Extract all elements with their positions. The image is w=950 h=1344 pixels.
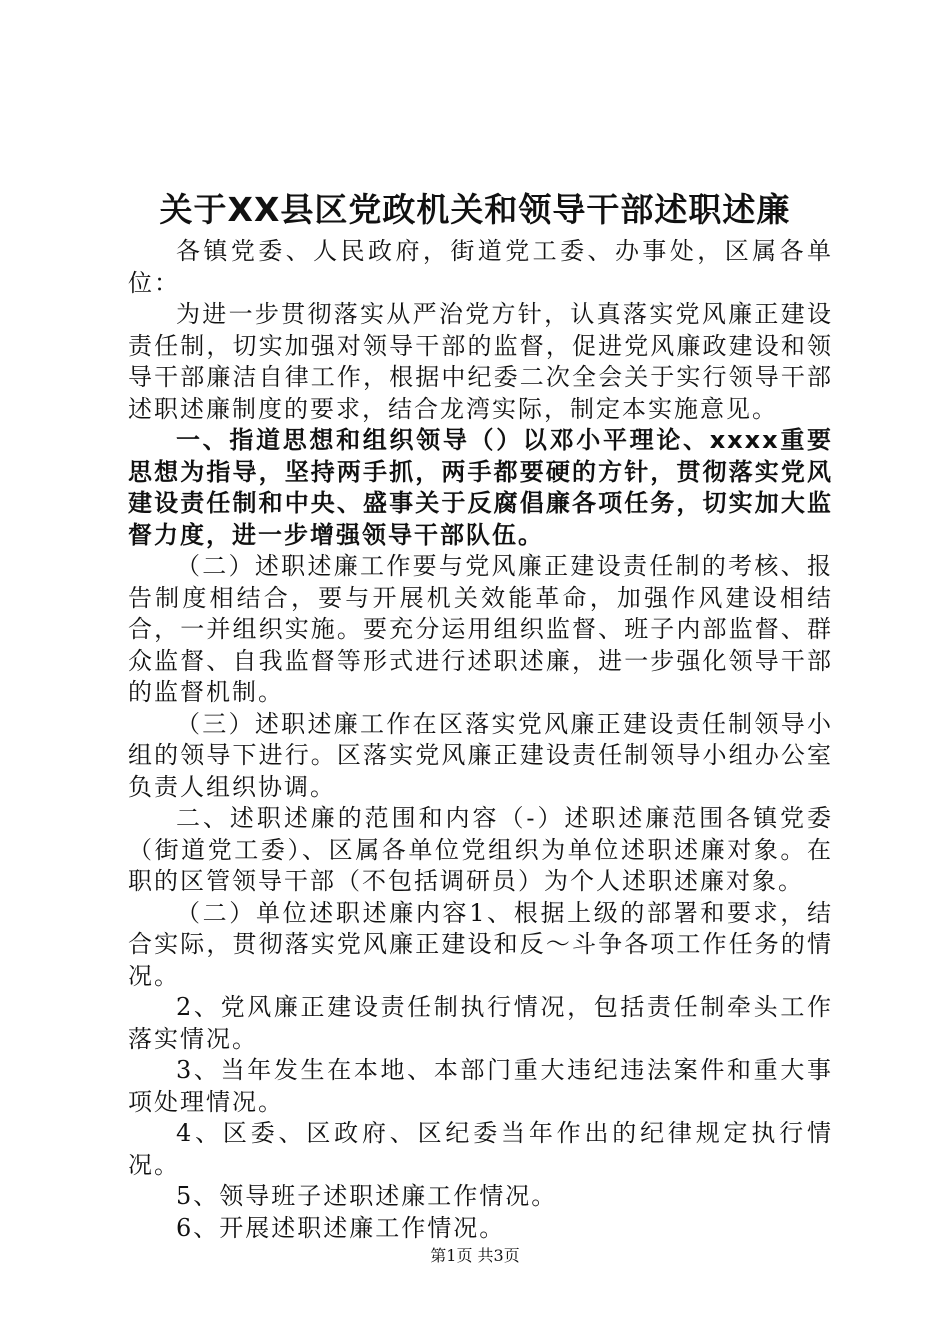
intro-paragraph: 为进一步贯彻落实从严治党方针，认真落实党风廉正建设责任制，切实加强对领导干部的监督，促进党风廉政建设和领导干部廉洁自律工作，根据中纪委二次全会关于实行领导干部述职述廉制度的要求，结合龙湾实际，制定本实施意见。 (128, 300, 833, 423)
section-1-2-paragraph: （二）述职述廉工作要与党风廉正建设责任制的考核、报告制度相结合，要与开展机关效能革命，加强作风建设相结合，一并组织实施。要充分运用组织监督、班子内部监督、群众监督、自我监督等形式进行述职述廉，进一步强化领导干部的监督机制。 (128, 552, 833, 706)
document-body (128, 236, 833, 1244)
list-item-4: 4、区委、区政府、区纪委当年作出的纪律规定执行情况。 (128, 1119, 833, 1179)
list-item-2: 2、党风廉正建设责任制执行情况，包括责任制牵头工作落实情况。 (128, 993, 833, 1053)
section-1-paragraph: 一、指道思想和组织领导（）以邓小平理论、xxxx重要思想为指导，坚持两手抓，两手都要硬的方针，贯彻落实党风建设责任制和中央、盛事关于反腐倡廉各项任务，切实加大监督力度，进一步增强领导干部队伍。 (128, 426, 833, 549)
list-item-6: 6、开展述职述廉工作情况。 (176, 1213, 506, 1242)
section-1-3-paragraph: （三）述职述廉工作在区落实党风廉正建设责任制领导小组的领导下进行。区落实党风廉正建设责任制领导小组办公室负责人组织协调。 (128, 709, 833, 801)
salutation-paragraph: 各镇党委、人民政府，街道党工委、办事处，区属各单位： (128, 237, 833, 297)
list-item-3: 3、当年发生在本地、本部门重大违纪违法案件和重大事项处理情况。 (128, 1056, 833, 1116)
list-item-5: 5、领导班子述职述廉工作情况。 (176, 1182, 558, 1210)
document-title: 关于XX县区党政机关和领导干部述职述廉 (159, 190, 791, 229)
section-2-paragraph: 二、述职述廉的范围和内容（-）述职述廉范围各镇党委（街道党工委）、区属各单位党组织为单位述职述廉对象。在职的区管领导干部（不包括调研员）为个人述职述廉对象。 (128, 804, 833, 895)
section-2-2-paragraph: （二）单位述职述廉内容1、根据上级的部署和要求，结合实际，贯彻落实党风廉正建设和反～斗争各项工作任务的情况。 (128, 898, 833, 990)
page-footer: 第1页 共3页 (430, 1246, 520, 1265)
